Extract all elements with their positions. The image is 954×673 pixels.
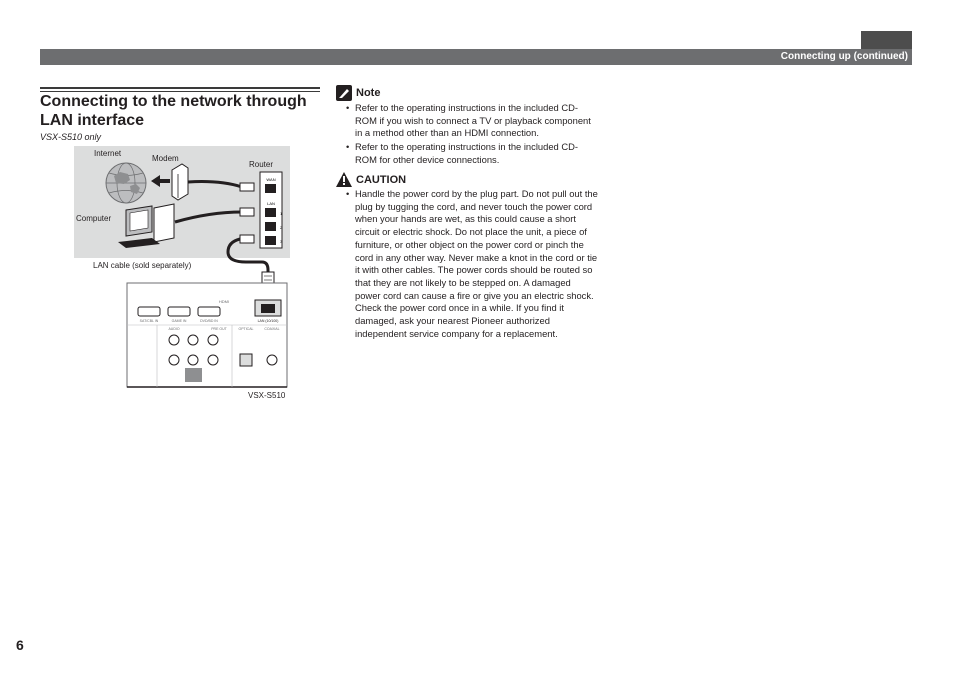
note-list xyxy=(336,102,598,168)
receiver-rear-panel xyxy=(127,283,287,387)
router-port-2: 2 xyxy=(280,225,283,230)
computer-label: Computer xyxy=(76,214,112,223)
internet-label: Internet xyxy=(94,149,122,158)
note-heading-text: Note xyxy=(356,87,381,99)
globe-icon xyxy=(106,163,146,203)
note-pencil-icon xyxy=(336,85,352,101)
caution-heading xyxy=(336,172,406,187)
panel-hdmi-in-1: SAT/CBL IN xyxy=(139,319,159,323)
arrow-left-icon xyxy=(151,175,170,187)
note-item: • Refer to the operating instructions in the included CD-ROM if you wish to connect a TV or playback component in a method other than an HDMI connection. xyxy=(336,102,598,140)
router-lan-label: LAN xyxy=(267,201,275,206)
modem-label: Modem xyxy=(152,154,179,163)
panel-hdmi-in-3: DVD/BD IN xyxy=(200,319,218,323)
router-wan-label: WAN xyxy=(266,177,276,182)
panel-optical-label: OPTICAL xyxy=(238,327,254,331)
caution-item: • Handle the power cord by the plug part. Do not pull out the plug by tugging the cord, and never touch the power cord when your hands are wet, as this could cause a short circuit or electric shock. Do not place the unit, a piece of furniture, or other object on the power cord or pinch the cord in any other way. Never make a knot in the cord or tie it with other cables. The power cords should be routed so that they are not likely to be stepped on. A damaged power cord can cause a fire or give you an electric shock. Check the power cord once in a while. If you find it damaged, ask your nearest Pioneer authorized independent service company for a replacement. xyxy=(336,188,598,340)
panel-hdmi-in-2: GAME IN xyxy=(171,319,187,323)
model-label: VSX-S510 xyxy=(248,391,286,400)
note-heading xyxy=(336,85,380,101)
note-item: • Refer to the operating instructions in the included CD-ROM for other device connections. xyxy=(336,141,598,166)
router-port-1: 1 xyxy=(280,211,283,216)
rj45-plug-icon xyxy=(240,183,254,191)
computer-icon xyxy=(118,204,174,248)
panel-lan-label: LAN (10/100) xyxy=(257,319,279,323)
panel-coaxial-label: COAXIAL xyxy=(264,327,280,331)
router-icon xyxy=(260,172,283,248)
page-number: 6 xyxy=(16,637,24,653)
panel-audio-label: AUDIO xyxy=(168,327,180,331)
section-title: Connecting to the network through LAN interface xyxy=(40,93,307,129)
panel-preout-label: PRE OUT xyxy=(211,327,227,331)
caution-heading-text: CAUTION xyxy=(356,173,407,186)
router-port-3: 3 xyxy=(280,239,283,244)
caution-list xyxy=(336,188,598,341)
header-continued-label: Connecting up (continued) xyxy=(780,51,908,62)
router-label: Router xyxy=(249,160,274,169)
section-subtitle: VSX-S510 only xyxy=(40,132,102,142)
warning-triangle-icon xyxy=(336,172,352,187)
panel-hdmi-label: HDMI xyxy=(218,299,230,304)
lan-cable-label: LAN cable (sold separately) xyxy=(93,261,192,270)
modem-icon xyxy=(172,164,188,200)
